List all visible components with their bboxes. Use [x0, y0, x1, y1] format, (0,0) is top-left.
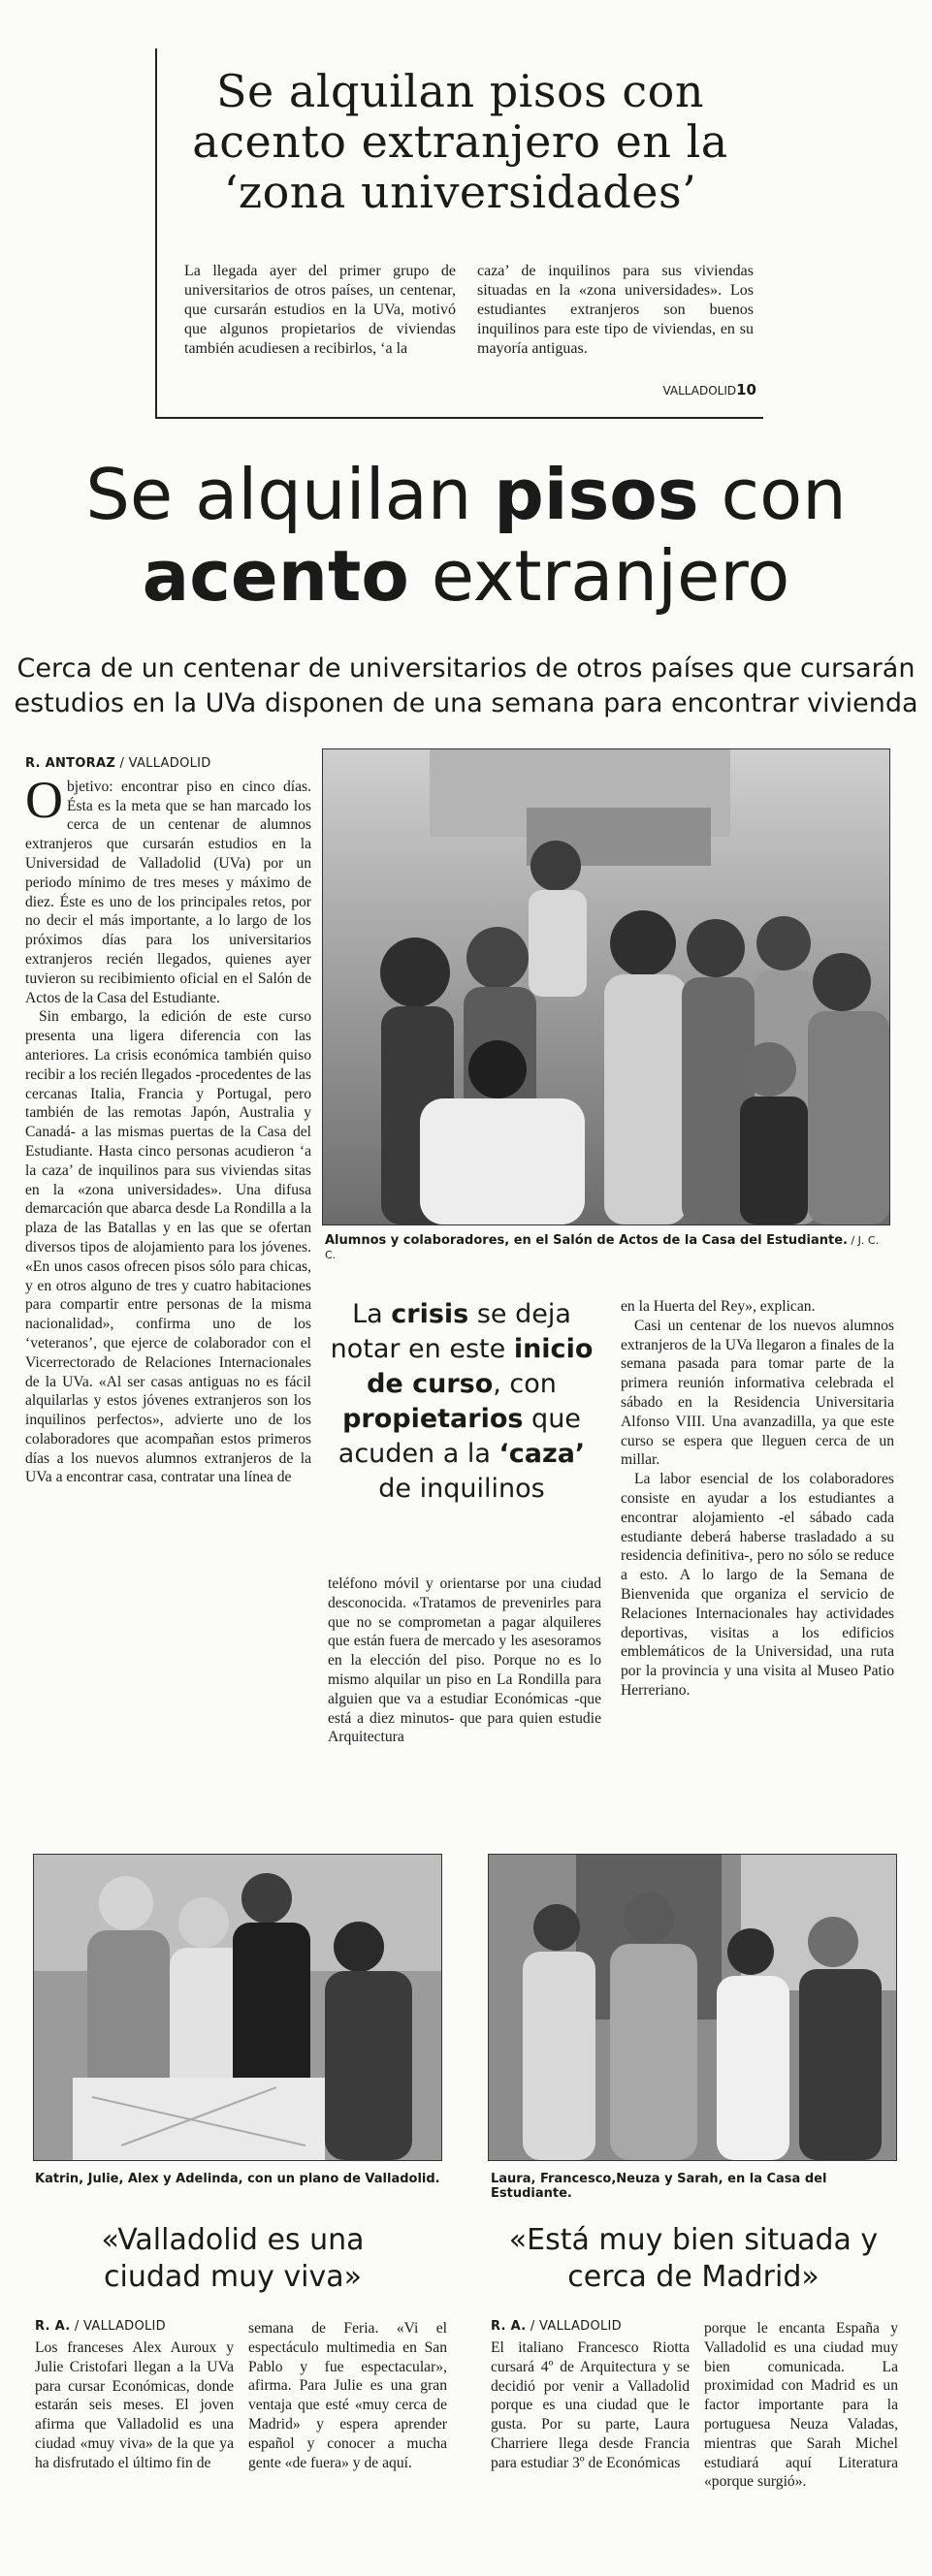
left-story-col1: Los franceses Alex Auroux y Julie Cristofari llegan a la UVa para cursar Económicas, donde estarán seis meses. El joven afirma que Valladolid es una ciudad «muy viva» de la que ya ha disfrutado el último fin de	[35, 2339, 234, 2471]
teaser-headline: Se alquilan pisos con acento extranjero en la ‘zona universidades’	[192, 65, 728, 218]
teaser-box	[155, 48, 763, 419]
right-story-col1: El italiano Francesco Riotta cursará 4º de Arquitectura y se decidió por venir a Valladolid porque es una ciudad que le gusta. Por su parte, Laura Charriere llega desde Francia para estudiar 3º de Económicas	[491, 2339, 690, 2471]
students-group-illustration	[489, 1855, 896, 2160]
article-byline: R. ANTORAZ / VALLADOLID	[25, 756, 211, 771]
main-photo-caption: Alumnos y colaboradores, en el Salón de Actos de la Casa del Estudiante. / J. C. C.	[325, 1233, 880, 1261]
article-column-2: teléfono móvil y orientarse por una ciudad desconocida. «Tratamos de prevenirles para que no se comprometan a pagar alquileres que están fuera de mercado y les asesoramos en la elección del piso. Porque no es lo mismo alquilar un piso en La Rondilla para alguien que va a estudiar Económicas -que está a diez minutos- que para quien estudie Arquitectura	[328, 1575, 601, 1746]
main-photo	[322, 748, 890, 1225]
article-column-3: en la Huerta del Rey», explican. Casi un centenar de los nuevos alumnos extranjeros de la UVa llegaron a finales de la semana pasada para tomar parte de la primera reunión informativa celebrada el sábado en la Residencia Universitaria Alfonso VIII. Una avanzadilla, ya que este curso se espera que lleguen cerca de un millar. La labor esencial de los colaboradores consiste en ayudar a los estudiantes a encontrar alojamiento -el sábado cada estudiante deberá haberse trasladado a su residencia definitiva-, pero no sólo se reduce a esto. A lo largo de la Semana de Bienvenida que organiza el servicio de Relaciones Internacionales hay actividades deportivas, visitas a los edificios emblemáticos de la Universidad, una ruta por la provincia y una visita al Museo Patio Herreriano.	[621, 1298, 894, 1699]
pull-quote: La crisis se deja notar en este inicio de curso, con propietarios que acuden a la ‘caza’ de inquilinos	[330, 1299, 594, 1504]
right-story-col2: porque le encanta España y Valladolid es una ciudad muy bien comunicada. La proximidad con Madrid es un factor importante para la portuguesa Neuza Valadas, mientras que Sarah Michel estudiará aquí Literatura «porque surgió».	[704, 2320, 898, 2491]
left-story-headline: «Valladolid es una ciudad muy viva»	[101, 2223, 365, 2294]
left-story-byline: R. A. / VALLADOLID	[35, 2319, 166, 2334]
students-hall-illustration	[323, 749, 889, 1224]
article-subhead: Cerca de un centenar de universitarios de otros países que cursarán estudios en la UVa disponen de una semana para encontrar vivienda	[14, 653, 918, 718]
right-story-headline: «Está muy bien situada y cerca de Madrid»	[508, 2223, 879, 2294]
students-map-illustration	[34, 1855, 441, 2160]
right-photo	[488, 1854, 897, 2161]
right-photo-caption: Laura, Francesco,Neuza y Sarah, en la Casa del Estudiante.	[491, 2172, 827, 2201]
teaser-col2: caza’ de inquilinos para sus viviendas situadas en la «zona universidades». Los estudiantes extranjeros son buenos inquilinos para este tipo de viviendas, en su mayoría antiguas.	[477, 263, 754, 357]
right-story-byline: R. A. / VALLADOLID	[491, 2319, 622, 2334]
left-story-col2: semana de Feria. «Vi el espectáculo multimedia en San Pablo y fue espectacular», afirma. Para Julie es una gran ventaja que esté «muy cerca de Madrid» y espera aprender español y conocer a mucha gente «de fuera» y de aquí.	[248, 2320, 447, 2471]
left-photo	[33, 1854, 442, 2161]
drop-cap: O	[25, 770, 63, 829]
teaser-col1: La llegada ayer del primer grupo de universitarios de otros países, un centenar, que cursarán estudios en la UVa, motivó que algunos propietarios de viviendas también acudiesen a recibirlos, ‘a la	[184, 263, 456, 357]
article-headline: Se alquilan pisos con acento extranjero	[85, 454, 847, 617]
left-photo-caption: Katrin, Julie, Alex y Adelinda, con un plano de Valladolid.	[35, 2172, 440, 2186]
article-column-1: R. ANTORAZ / VALLADOLID O bjetivo: encontrar piso en cinco días. Ésta es la meta que se han marcado los cerca de un centenar de alumnos extranjeros que cursarán estudios en la Universidad de Valladolid (UVa) por un periodo mínimo de tres meses y máximo de diez. Éste es uno de los principales retos, por no decir el más importante, a lo largo de los próximos días para los universitarios extranjeros recién llegados, quienes ayer tuvieron su recibimiento oficial en el Salón de Actos de la Casa del Estudiante. Sin embargo, la edición de este curso presenta una ligera diferencia con las anteriores. La crisis económica también quiso recibir a los recién llegados -procedentes de las cercanas Italia, Francia y Portugal, pero también de las remotas Japón, Australia y Canadá- a las mismas puertas de la Casa del Estudiante. Hasta cinco personas acudieron ‘a la caza’ de inquilinos para sus viviendas sitas en la «zona universidades». Una difusa demarcación que abarca desde La Rondilla a la plaza de las Batallas y en las que se ofertan diversos tipos de alojamiento para los jóvenes. «En unos casos ofrecen pisos sólo para chicas, y en otros alguno de tres y cuatro habitaciones para compartir entre personas de la misma nacionalidad», confirma uno de los ‘veteranos’, que ejerce de colaborador con el Vicerrectorado de Relaciones Internacionales de la UVa. «Al ser casas antiguas no es fácil alquilarlas y estos jóvenes extranjeros son los inquilinos perfectos», advierte uno de los colaboradores que acompañan estos primeros días a los nuevos alumnos extranjeros de la UVa a encontrar casa, contratar una línea de	[25, 756, 311, 1486]
teaser-page-ref[interactable]: VALLADOLID10	[662, 381, 756, 398]
